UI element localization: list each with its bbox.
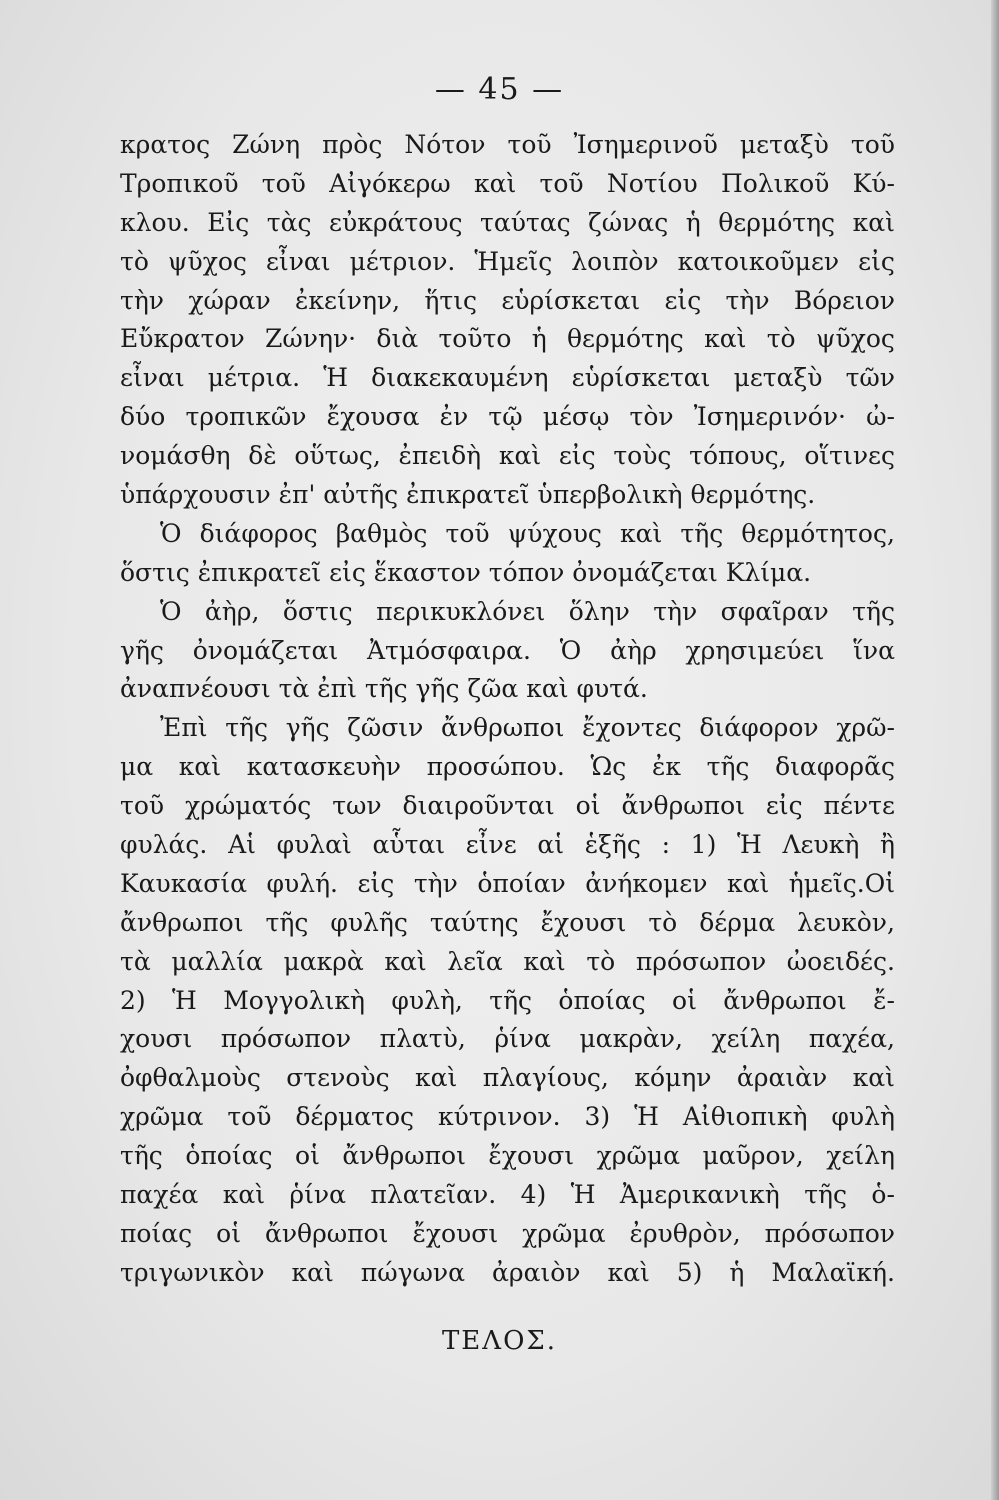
text-line: τῆς ὁποίας οἱ ἄνθρωποι ἔχουσι χρῶμα μαῦρον, χείλη	[120, 1141, 895, 1171]
text-line: τὰ μαλλία μακρὰ καὶ λεῖα καὶ τὸ πρόσωπον ὠοειδές.	[120, 946, 895, 976]
body-text	[120, 126, 895, 1293]
text-line: κρατος Ζώνη πρὸς Νότον τοῦ Ἰσημερινοῦ μεταξὺ τοῦ	[120, 130, 895, 159]
text-line: φυλάς. Αἱ φυλαὶ αὗται εἶνε αἱ ἑξῆς : 1) Ἡ Λευκὴ ἢ	[120, 830, 895, 860]
text-line: χουσι πρόσωπον πλατὺ, ῥίνα μακρὰν, χείλη παχέα,	[120, 1024, 895, 1054]
text-line: ἄνθρωποι τῆς φυλῆς ταύτης ἔχουσι τὸ δέρμα λευκὸν,	[120, 907, 895, 937]
text-line: ἀναπνέουσι τὰ ἐπὶ τῆς γῆς ζῶα καὶ φυτά.	[120, 674, 648, 704]
text-line: 2) Ἡ Μογγολικὴ φυλὴ, τῆς ὁποίας οἱ ἄνθρωποι ἔ-	[120, 985, 895, 1015]
page-edge-shadow	[991, 0, 999, 1500]
text-line: τριγωνικὸν καὶ πώγωνα ἀραιὸν καὶ 5) ἡ Μαλαϊκή.	[120, 1257, 895, 1287]
text-line: τὸ ψῦχος εἶναι μέτριον. Ἡμεῖς λοιπὸν κατοικοῦμεν εἰς	[120, 246, 895, 276]
text-line: Εὔκρατον Ζώνην· διὰ τοῦτο ἡ θερμότης καὶ τὸ ψῦχος	[120, 324, 895, 354]
text-line: ποίας οἱ ἄνθρωποι ἔχουσι χρῶμα ἐρυθρὸν, πρόσωπον	[120, 1218, 895, 1248]
text-line: τὴν χώραν ἐκείνην, ἥτις εὑρίσκεται εἰς τὴν Βόρειον	[120, 285, 895, 315]
text-line: εἶναι μέτρια. Ἡ διακεκαυμένη εὑρίσκεται μεταξὺ τῶν	[120, 363, 895, 393]
end-label: ΤΕΛΟΣ.	[441, 1326, 558, 1356]
text-line: ὅστις ἐπικρατεῖ εἰς ἕκαστον τόπον ὀνομάζεται Κλίμα.	[120, 557, 812, 587]
text-line: Ὁ ἀὴρ, ὅστις περικυκλόνει ὅλην τὴν σφαῖραν τῆς	[160, 596, 895, 626]
text-line: ὀφθαλμοὺς στενοὺς καὶ πλαγίους, κόμην ἀραιὰν καὶ	[120, 1063, 895, 1093]
text-line: Ὁ διάφορος βαθμὸς τοῦ ψύχους καὶ τῆς θερμότητος,	[160, 518, 895, 548]
page-number: — 45 —	[434, 72, 565, 107]
text-line: παχέα καὶ ῥίνα πλατεῖαν. 4) Ἡ Ἀμερικανικὴ τῆς ὁ-	[120, 1180, 895, 1210]
text-line: κλου. Εἰς τὰς εὐκράτους ταύτας ζώνας ἡ θερμότης καὶ	[120, 207, 895, 237]
text-line: νομάσθη δὲ οὕτως, ἐπειδὴ καὶ εἰς τοὺς τόπους, οἵτινες	[120, 441, 895, 471]
text-line: Τροπικοῦ τοῦ Αἰγόκερω καὶ τοῦ Νοτίου Πολικοῦ Κύ-	[120, 168, 895, 198]
text-line: δύο τροπικῶν ἔχουσα ἐν τῷ μέσῳ τὸν Ἰσημερινόν· ὠ-	[120, 402, 895, 432]
text-line: Ἐπὶ τῆς γῆς ζῶσιν ἄνθρωποι ἔχοντες διάφορον χρῶ-	[160, 713, 895, 743]
text-line: ὑπάρχουσιν ἐπ' αὐτῆς ἐπικρατεῖ ὑπερβολικὴ θερμότης.	[120, 480, 816, 510]
text-line: Καυκασία φυλή. εἰς τὴν ὁποίαν ἀνήκομεν καὶ ἡμεῖς.Οἱ	[120, 868, 895, 898]
text-line: γῆς ὀνομάζεται Ἀτμόσφαιρα. Ὁ ἀὴρ χρησιμεύει ἵνα	[120, 635, 895, 665]
text-line: τοῦ χρώματός των διαιροῦνται οἱ ἄνθρωποι εἰς πέντε	[120, 791, 895, 821]
text-line: μα καὶ κατασκευὴν προσώπου. Ὡς ἐκ τῆς διαφορᾶς	[120, 752, 895, 782]
text-line: χρῶμα τοῦ δέρματος κύτρινον. 3) Ἡ Αἰθιοπικὴ φυλὴ	[120, 1102, 895, 1132]
